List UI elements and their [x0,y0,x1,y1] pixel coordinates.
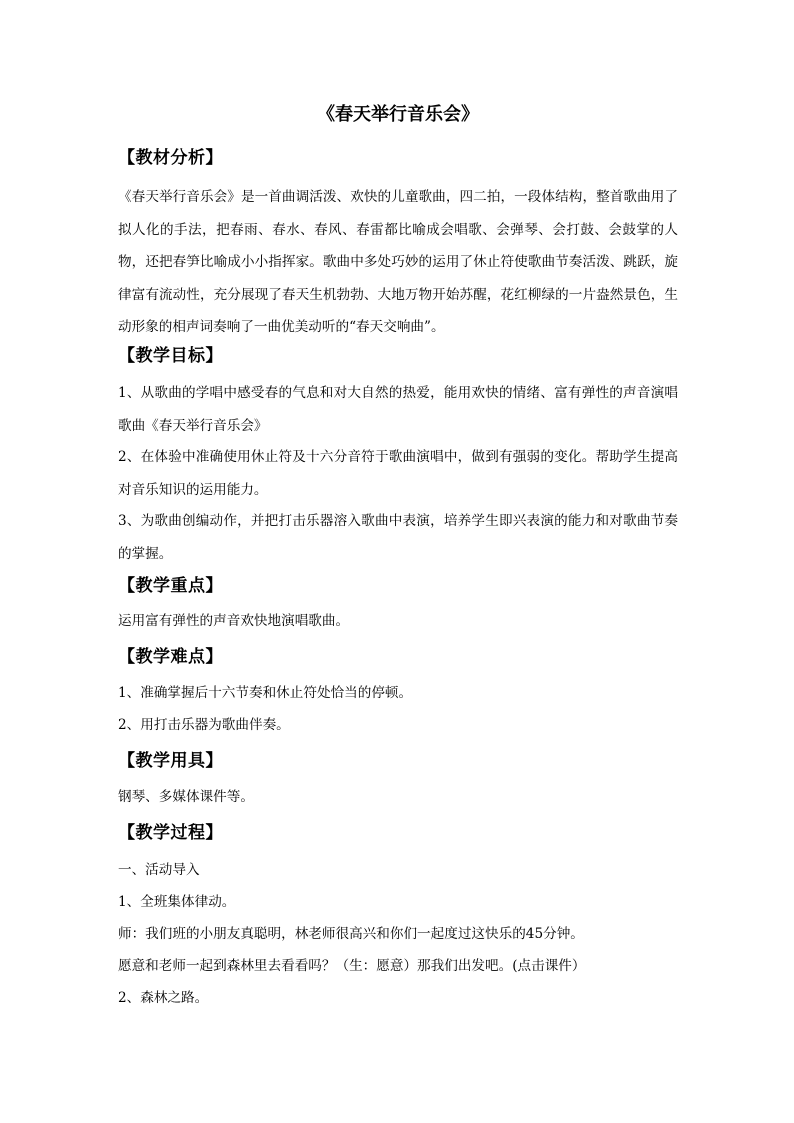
heading-process: 【教学过程】 [118,823,223,843]
goal-item-2: 2、在体验中准确使用休止符及十六分音符于歌曲演唱中，做到有强弱的变化。帮助学生提高对音乐知识的运用能力。 [118,449,678,498]
heading-goals: 【教学目标】 [118,346,223,366]
heading-key-points: 【教学重点】 [118,576,223,596]
document-title: 《春天举行音乐会》 [317,104,479,125]
tools-text: 钢琴、多媒体课件等。 [118,789,254,805]
difficulty-item-2: 2、用打击乐器为歌曲伴奏。 [118,717,290,733]
difficulty-item-1: 1、准确掌握后十六节奏和休止符处恰当的停顿。 [118,685,413,701]
process-line-3: 师：我们班的小朋友真聪明，林老师很高兴和你们一起度过这快乐的45分钟。 [118,926,584,942]
heading-difficulties: 【教学难点】 [118,647,223,667]
goal-item-1: 1、从歌曲的学唱中感受春的气息和对大自然的热爱，能用欢快的情绪、富有弹性的声音演唱歌曲《春天举行音乐会》 [118,385,678,434]
key-points-text: 运用富有弹性的声音欢快地演唱歌曲。 [118,613,350,629]
process-line-4: 愿意和老师一起到森林里去看看吗？（生：愿意）那我们出发吧。(点击课件） [118,958,586,974]
paragraph-analysis: 《春天举行音乐会》是一首曲调活泼、欢快的儿童歌曲，四二拍，一段体结构，整首歌曲用了拟人化的手法，把春雨、春水、春风、春雷都比喻成会唱歌、会弹琴、会打鼓、会鼓掌的人物，还把春笋比喻成小小指挥家。歌曲中多处巧妙的运用了休止符使歌曲节奏活泼、跳跃，旋律富有流动性，充分展现了春天生机勃勃、大地万物开始苏醒，花红柳绿的一片盎然景色，生动形象的相声词奏响了一曲优美动听的“春天交响曲”。 [118,189,678,336]
process-line-5: 2、森林之路。 [118,990,209,1006]
goal-item-3: 3、为歌曲创编动作，并把打击乐器溶入歌曲中表演，培养学生即兴表演的能力和对歌曲节奏的掌握。 [118,513,678,562]
heading-tools: 【教学用具】 [118,751,223,771]
process-line-1: 一、活动导入 [118,862,200,878]
heading-analysis: 【教材分析】 [118,148,223,168]
process-line-2: 1、全班集体律动。 [118,894,236,910]
